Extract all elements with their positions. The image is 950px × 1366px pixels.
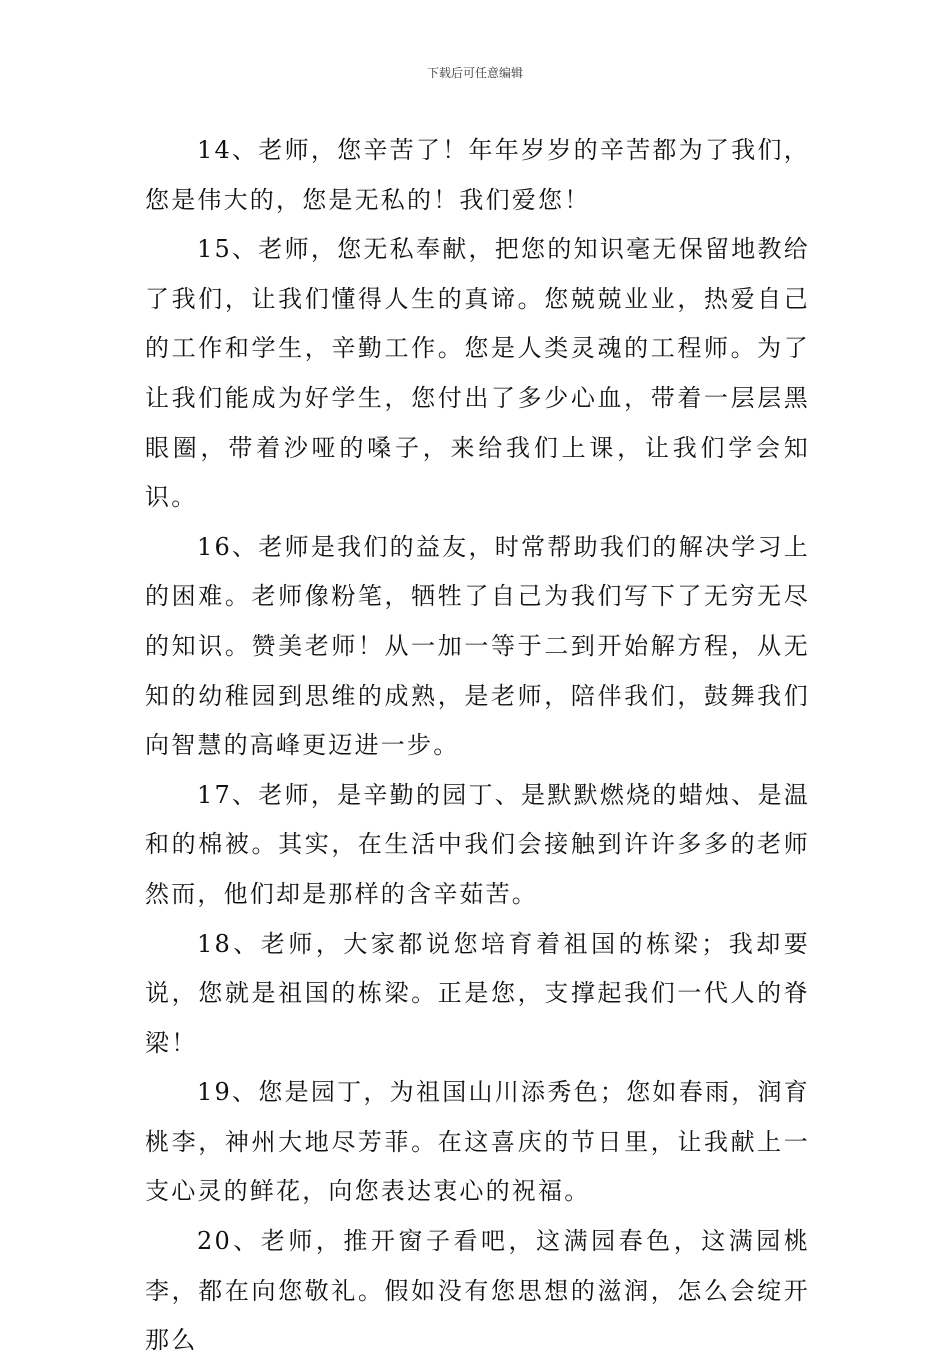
paragraph-15: 15、老师，您无私奉献，把您的知识毫无保留地教给了我们，让我们懂得人生的真谛。您兢兢业业，热爱自己的工作和学生，辛勤工作。您是人类灵魂的工程师。为了让我们能成为好学生，您付出了多少心血，带着一层层黑眼圈，带着沙哑的嗓子，来给我们上课，让我们学会知识。 (145, 235, 810, 512)
paragraph-17: 17、老师，是辛勤的园丁、是默默燃烧的蜡烛、是温和的棉被。其实，在生活中我们会接触到许许多多的老师然而，他们却是那样的含辛茹苦。 (145, 780, 810, 908)
paragraph-16: 16、老师是我们的益友，时常帮助我们的解决学习上的困难。老师像粉笔，牺牲了自己为我们写下了无穷无尽的知识。赞美老师！从一加一等于二到开始解方程，从无知的幼稚园到思维的成熟，是老师，陪伴我们，鼓舞我们向智慧的高峰更迈进一步。 (145, 532, 810, 760)
paragraph-19: 19、您是园丁，为祖国山川添秀色；您如春雨，润育桃李，神州大地尽芳菲。在这喜庆的节日里，让我献上一支心灵的鲜花，向您表达衷心的祝福。 (145, 1078, 810, 1206)
paragraph-14: 14、老师，您辛苦了！年年岁岁的辛苦都为了我们，您是伟大的，您是无私的！我们爱您！ (145, 136, 810, 214)
paragraph-20: 20、老师，推开窗子看吧，这满园春色，这满园桃李，都在向您敬礼。假如没有您思想的滋润，怎么会绽开那么 (145, 1227, 810, 1355)
document-body (145, 126, 810, 1366)
page-header: 下载后可任意编辑 (426, 66, 523, 80)
paragraph-18: 18、老师，大家都说您培育着祖国的栋梁；我却要说，您就是祖国的栋梁。正是您，支撑起我们一代人的脊梁！ (145, 929, 810, 1057)
